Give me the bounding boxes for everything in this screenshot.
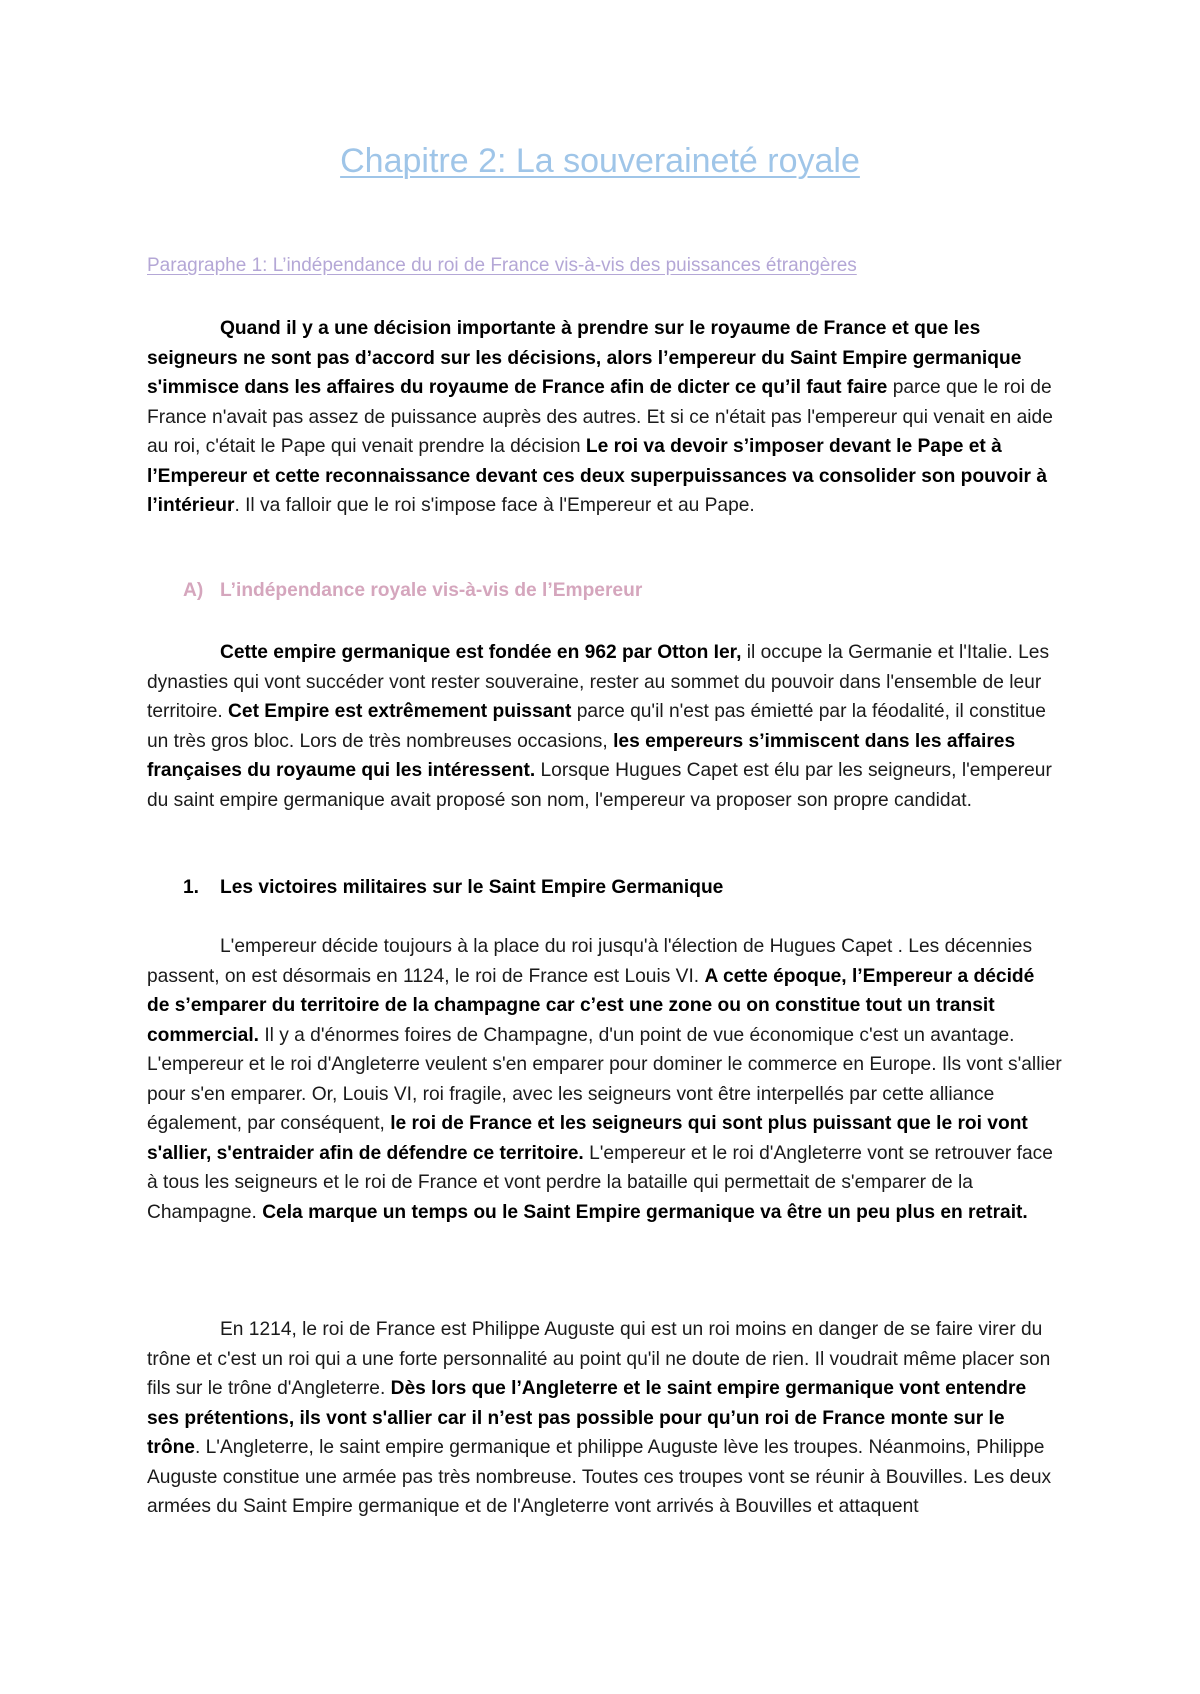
list-heading-1: [183, 877, 723, 899]
bold-text: Le roi va devoir s’imposer devant le Pape et à l’Empereur et cette reconnaissance devant ces deux superpuissances va consolider son pouvoir à l’intérieur: [147, 436, 1048, 516]
paragraph-heading: Paragraphe 1: L’indépendance du roi de France vis-à-vis des puissances étrangères: [147, 255, 857, 276]
body-paragraph-1: [147, 314, 1062, 521]
body-paragraph-2: [147, 638, 1062, 815]
bold-text: Quand il y a une décision importante à prendre sur le royaume de France et que les seigneurs ne sont pas d’accord sur les décisions, alors l’empereur du Saint Empire germanique s'immisce dans les affaires du royaume de France afin de dicter ce qu’il faut faire: [147, 318, 1022, 398]
body-paragraph-3: [147, 932, 1062, 1227]
text: il occupe la Germanie et l'Italie. Les dynasties qui vont succéder vont rester souveraine, rester au sommet du pouvoir dans l'ensemble de leur territoire.: [147, 642, 1050, 722]
text: Lorsque Hugues Capet est élu par les seigneurs, l'empereur du saint empire germanique avait proposé son nom, l'empereur va proposer son propre candidat.: [147, 760, 1052, 811]
bold-text: Dès lors que l’Angleterre et le saint empire germanique vont entendre ses prétentions, ils vont s'allier car il n’est pas possible pour qu’un roi de France monte sur le trône: [147, 1378, 1027, 1458]
bold-text: le roi de France et les seigneurs qui sont plus puissant que le roi vont s'allier, s'entraider afin de défendre ce territoire.: [147, 1113, 1028, 1164]
text: . Il va falloir que le roi s'impose face à l'Empereur et au Pape.: [234, 495, 755, 516]
text: En 1214, le roi de France est Philippe Auguste qui est un roi moins en danger de se faire virer du trône et c'est un roi qui a une forte personnalité au point qu'il ne doute de rien. Il voudrait même placer son fils sur le trône d'Angleterre.: [147, 1319, 1051, 1399]
text: L'empereur et le roi d'Angleterre vont se retrouver face à tous les seigneurs et le roi de France et vont perdre la bataille qui permettait de s'emparer de la Champagne.: [147, 1142, 1053, 1223]
text: L'empereur décide toujours à la place du roi jusqu'à l'élection de Hugues Capet . Les décennies passent, on est désormais en 1124, le roi de France est Louis VI.: [147, 936, 1033, 987]
list-label: Les victoires militaires sur le Saint Empire Germanique: [220, 877, 724, 898]
text: parce qu'il n'est pas émietté par la féodalité, il constitue un très gros bloc. Lors de très nombreuses occasions,: [147, 701, 1046, 752]
bold-text: Cela marque un temps ou le Saint Empire germanique va être un peu plus en retrait.: [262, 1201, 1028, 1223]
chapter-title: Chapitre 2: La souveraineté royale: [340, 142, 860, 180]
bold-text: Cet Empire est extrêmement puissant: [228, 701, 572, 722]
text: parce que le roi de France n'avait pas assez de puissance auprès des autres. Et si ce n'était pas l'empereur qui venait en aide au roi, c'était le Pape qui venait prendre la décision: [147, 377, 1053, 457]
section-label: L’indépendance royale vis-à-vis de l’Empereur: [220, 580, 643, 601]
bold-text: A cette époque, l’Empereur a décidé de s’emparer du territoire de la champagne car c’est une zone ou on constitue tout un transit commercial.: [147, 965, 1035, 1046]
section-number: A): [183, 580, 204, 601]
body-paragraph-4: [147, 1315, 1062, 1522]
text: Il y a d'énormes foires de Champagne, d'un point de vue économique c'est un avantage. L'empereur et le roi d'Angleterre veulent s'en emparer pour dominer le commerce en Europe. Ils vont s'allier pour s'en emparer. Or, Louis VI, roi fragile, avec les seigneurs vont être interpellés par cette alliance également, par conséquent,: [147, 1024, 1062, 1134]
bold-text: les empereurs s’immiscent dans les affaires françaises du royaume qui les intéressent.: [147, 730, 1016, 781]
bold-text: Cette empire germanique est fondée en 962 par Otton Ier,: [220, 642, 742, 663]
text: . L'Angleterre, le saint empire germanique et philippe Auguste lève les troupes. Néanmoins, Philippe Auguste constitue une armée pas très nombreuse. Toutes ces troupes vont se réunir à Bouvilles. Les deux armées du Saint Empire germanique et de l'Angleterre vont arrivés à Bouvilles et attaquent: [147, 1437, 1052, 1517]
section-heading-a: [183, 580, 642, 602]
list-number: 1.: [183, 877, 200, 898]
